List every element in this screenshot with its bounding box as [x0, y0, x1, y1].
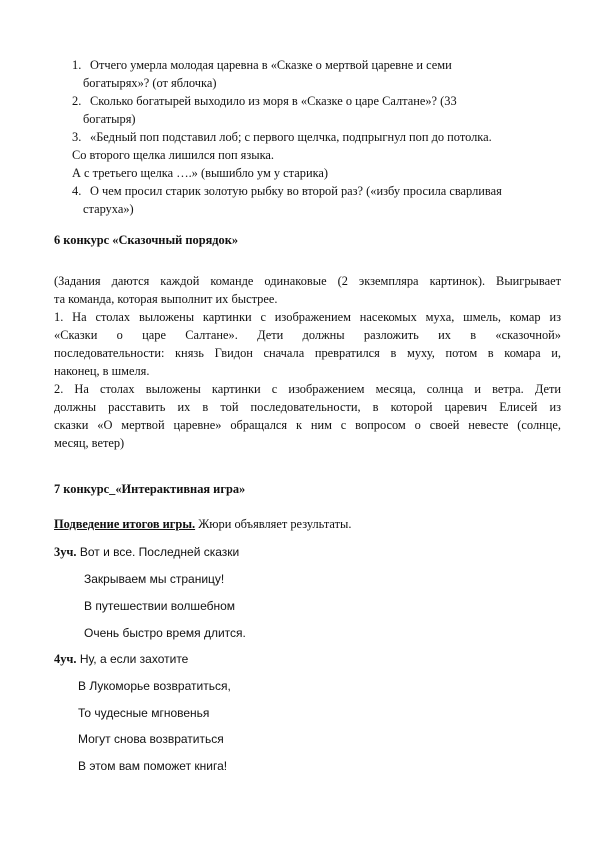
- question-3-line-3: А с третьего щелка ….» (вышибло ум у старика): [72, 166, 329, 180]
- poem-line: Очень быстро время длится.: [84, 626, 246, 640]
- poem-line: Ну, а если захотите: [76, 652, 189, 666]
- poem-line: Могут снова возвратиться: [78, 732, 224, 746]
- speaker-4-label: 4уч.: [54, 652, 77, 666]
- poem-line: В путешествии волшебном: [84, 599, 236, 613]
- question-3-line-1: «Бедный поп подставил лоб; с первого щелчка, подпрыгнул поп до потолка.: [90, 130, 492, 144]
- question-1-number: 1.: [72, 58, 82, 72]
- question-2-number: 2.: [72, 94, 82, 108]
- contest-6-line: сказки «О мертвой царевне» обращался к ним с вопросом о своей невесте (солнце,: [54, 418, 561, 432]
- question-4-number: 4.: [72, 184, 82, 198]
- poem-line: В Лукоморье возвратиться,: [78, 679, 231, 693]
- contest-6-line: та команда, которая выполнит их быстрее.: [54, 292, 278, 306]
- contest-6-title: 6 конкурс «Сказочный порядок»: [54, 233, 239, 247]
- question-1-line-1: Отчего умерла молодая царевна в «Сказке о мертвой царевне и семи: [90, 58, 452, 72]
- contest-6-line: месяц, ветер): [54, 436, 125, 450]
- contest-6-line: последовательности: князь Гвидон сначала превратился в муху, потом в комара и,: [54, 346, 561, 360]
- contest-6-line: наконец, в шмеля.: [54, 364, 150, 378]
- summary-line: [54, 517, 351, 532]
- poem-line: То чудесные мгновенья: [78, 706, 210, 720]
- contest-7-title: 7 конкурс_«Интерактивная игра»: [54, 482, 246, 496]
- poem-stanza-3-first-line: [54, 545, 239, 560]
- question-2-line-1: Сколько богатырей выходило из моря в «Сказке о царе Салтане»? (33: [90, 94, 457, 108]
- contest-6-line: 2. На столах выложены картинки с изображением месяца, солнца и ветра. Дети: [54, 382, 561, 396]
- contest-6-line: «Сказки о царе Салтане». Дети должны разложить их в «сказочной»: [54, 328, 561, 342]
- poem-line: В этом вам поможет книга!: [78, 759, 228, 773]
- contest-6-line: (Задания даются каждой команде одинаковые (2 экземпляра картинок). Выигрывает: [54, 274, 561, 288]
- question-4-line-1: О чем просил старик золотую рыбку во второй раз? («избу просила сварливая: [90, 184, 502, 198]
- poem-line: Закрываем мы страницу!: [84, 572, 225, 586]
- question-3-number: 3.: [72, 130, 82, 144]
- question-1-line-2: богатырях»? (от яблочка): [83, 76, 217, 90]
- question-4-line-2: старуха»): [83, 202, 134, 216]
- speaker-3-label: 3уч.: [54, 545, 77, 559]
- question-3-line-2: Со второго щелка лишился поп языка.: [72, 148, 275, 162]
- summary-text: Жюри объявляет результаты.: [195, 517, 352, 531]
- contest-6-line: должны расставить их в той последовательности, в которой царевич Елисей из: [54, 400, 561, 414]
- question-2-line-2: богатыря): [83, 112, 136, 126]
- summary-label: Подведение итогов игры.: [54, 517, 196, 531]
- poem-line: Вот и все. Последней сказки: [76, 545, 240, 559]
- contest-6-line: 1. На столах выложены картинки с изображением насекомых муха, шмель, комар из: [54, 310, 561, 324]
- poem-stanza-4-first-line: [54, 652, 188, 667]
